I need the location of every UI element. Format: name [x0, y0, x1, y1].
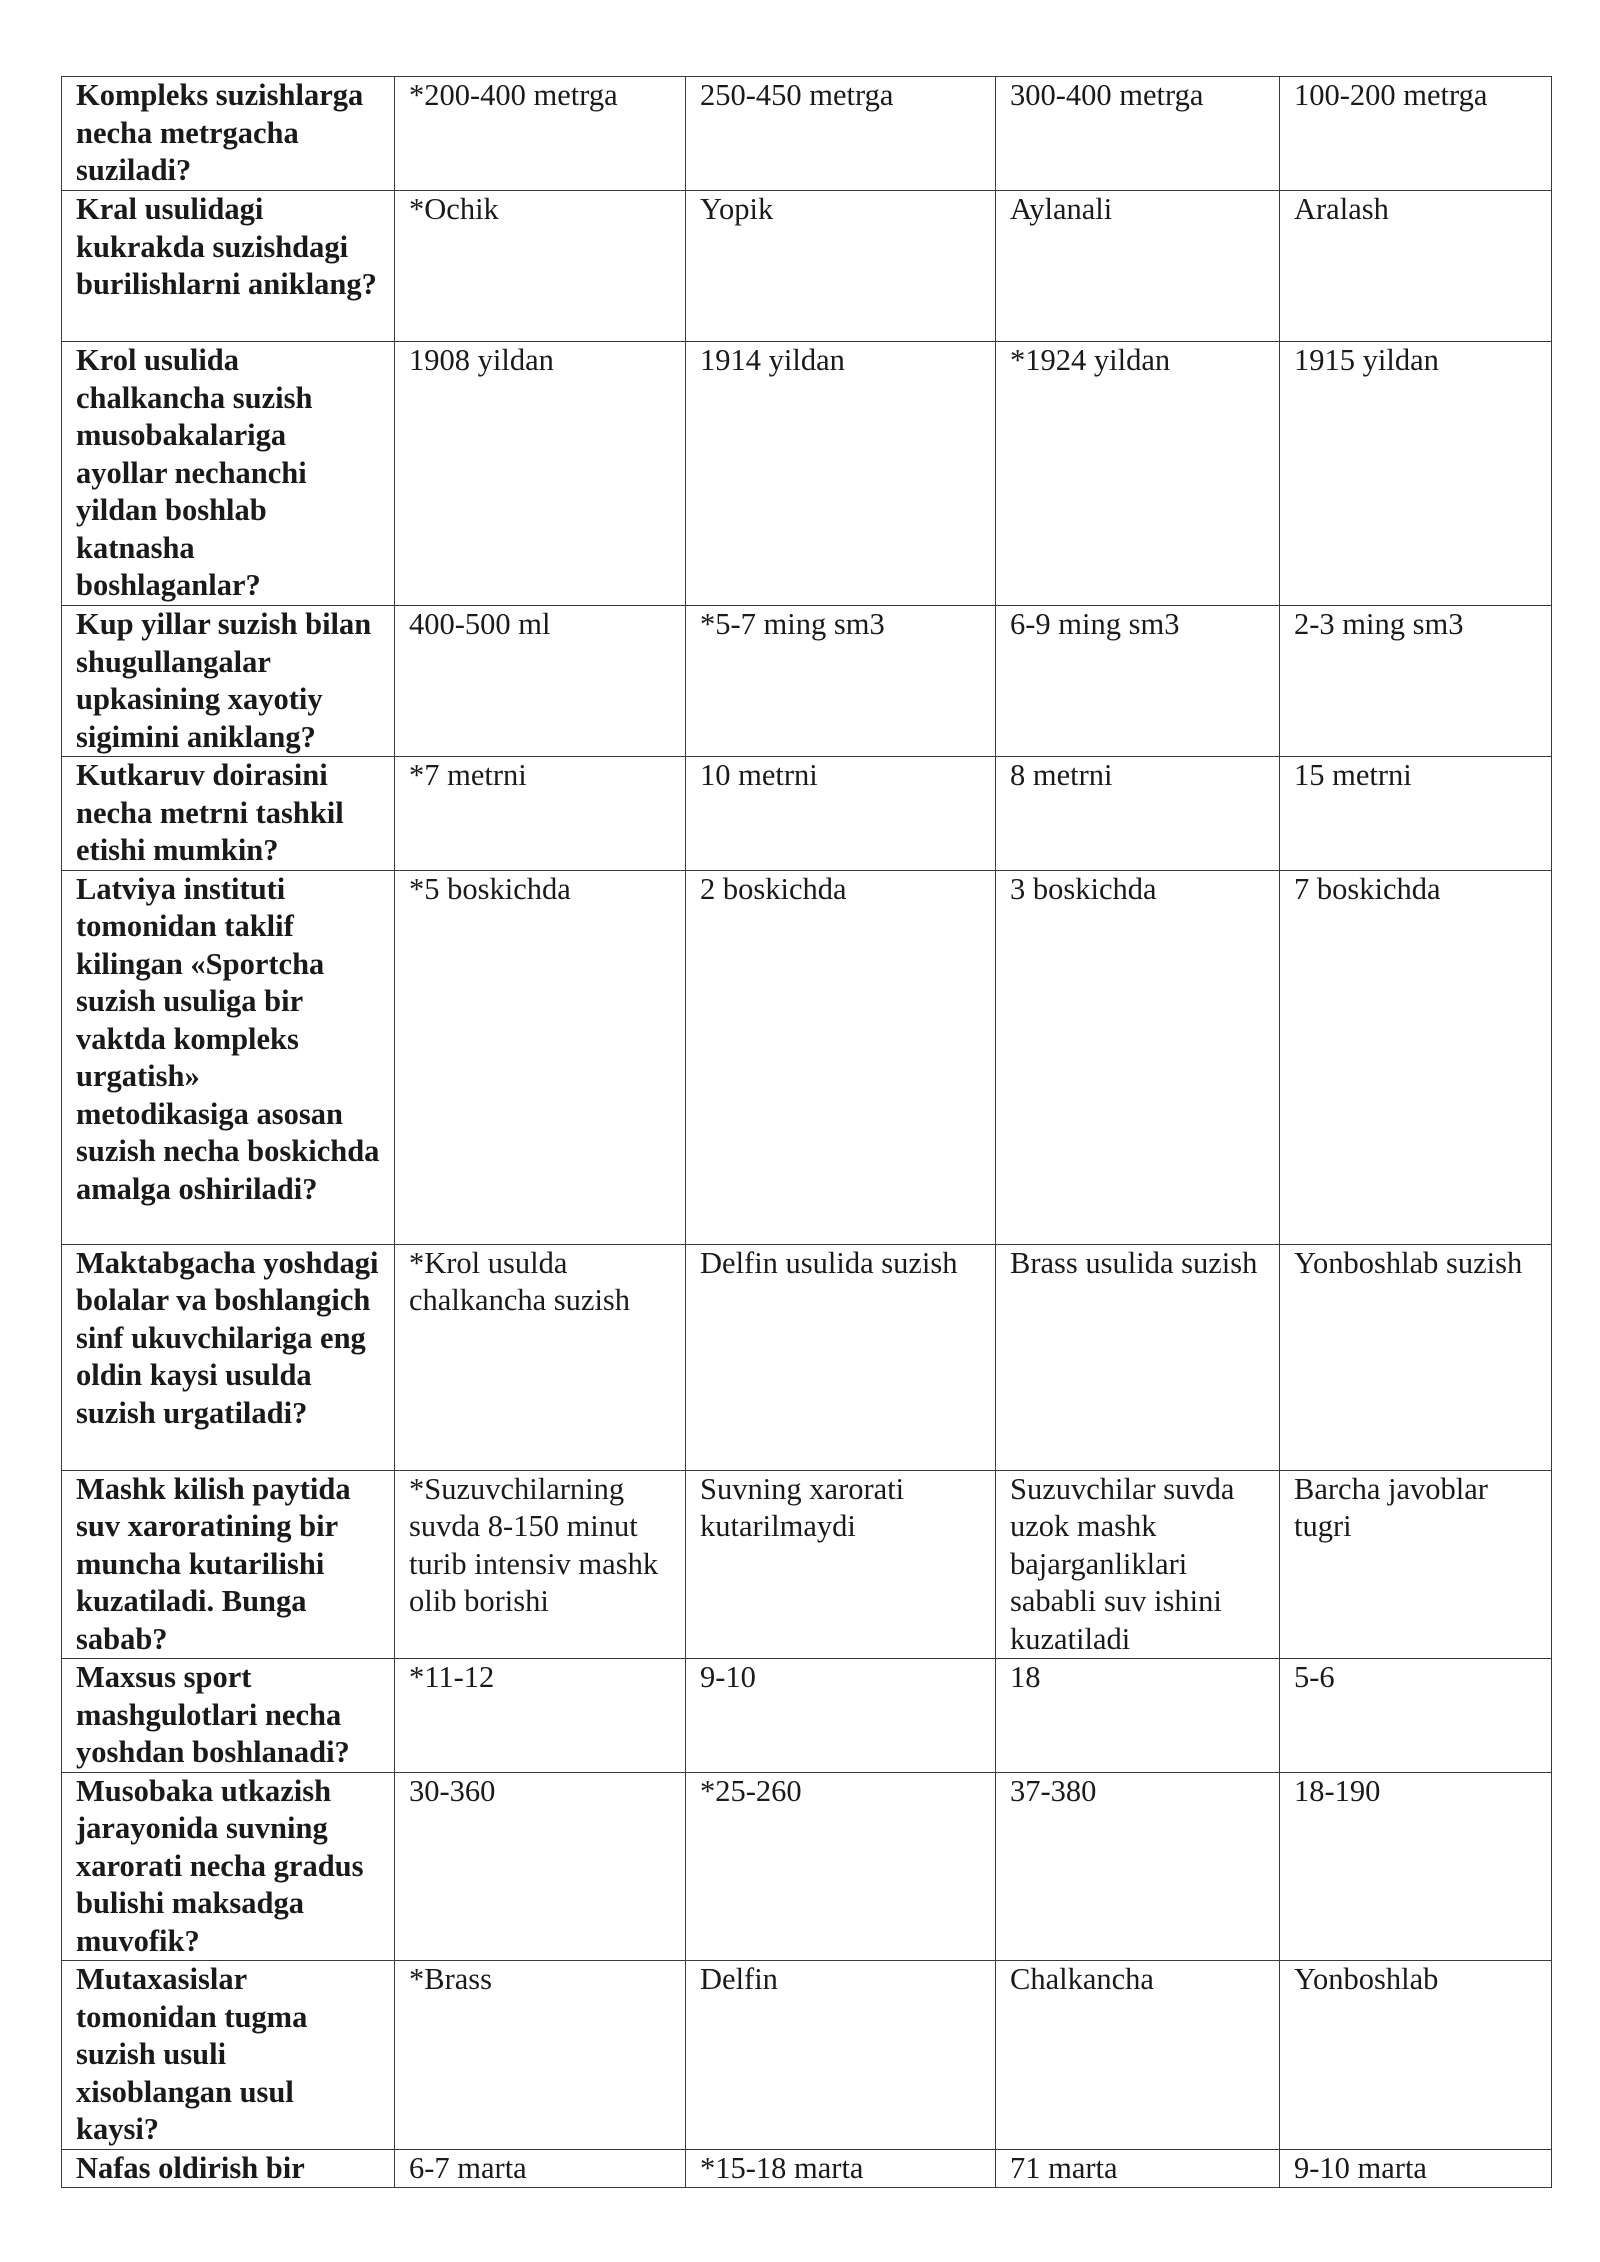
option-cell: Suzuvchilar suvda uzok mashk bajarganliklari sababli suv ishini kuzatiladi	[996, 1470, 1280, 1659]
question-cell: Mutaxasislar tomonidan tugma suzish usuli xisoblangan usul kaysi?	[62, 1961, 395, 2150]
option-cell: 8 metrni	[996, 757, 1280, 871]
question-cell: Krol usulida chalkancha suzish musobakalariga ayollar nechanchi yildan boshlab katnasha boshlaganlar?	[62, 342, 395, 606]
option-cell: Delfin	[686, 1961, 996, 2150]
table-row	[62, 1470, 1552, 1659]
option-cell: 1915 yildan	[1280, 342, 1552, 606]
question-cell: Maktabgacha yoshdagi bolalar va boshlangich sinf ukuvchilariga eng oldin kaysi usulda suzish urgatiladi?	[62, 1244, 395, 1470]
option-cell: 2 boskichda	[686, 870, 996, 1244]
option-cell: Brass usulida suzish	[996, 1244, 1280, 1470]
option-cell: 1914 yildan	[686, 342, 996, 606]
table-row	[62, 1659, 1552, 1773]
option-cell: 30-360	[395, 1772, 686, 1961]
option-cell: Chalkancha	[996, 1961, 1280, 2150]
question-cell: Kutkaruv doirasini necha metrni tashkil etishi mumkin?	[62, 757, 395, 871]
option-cell: *7 metrni	[395, 757, 686, 871]
table-row	[62, 757, 1552, 871]
option-cell: *Brass	[395, 1961, 686, 2150]
table-row	[62, 870, 1552, 1244]
option-cell: 37-380	[996, 1772, 1280, 1961]
option-cell: 300-400 metrga	[996, 77, 1280, 191]
option-cell: 18-190	[1280, 1772, 1552, 1961]
option-cell: 3 boskichda	[996, 870, 1280, 1244]
option-cell: *5-7 ming sm3	[686, 606, 996, 757]
question-cell: Kral usulidagi kukrakda suzishdagi burilishlarni aniklang?	[62, 191, 395, 342]
table-row	[62, 1772, 1552, 1961]
option-cell: 71 marta	[996, 2149, 1280, 2188]
option-cell: 10 metrni	[686, 757, 996, 871]
option-cell: *Suzuvchilarning suvda 8-150 minut turib intensiv mashk olib borishi	[395, 1470, 686, 1659]
option-cell: 15 metrni	[1280, 757, 1552, 871]
option-cell: 7 boskichda	[1280, 870, 1552, 1244]
question-cell: Maxsus sport mashgulotlari necha yoshdan boshlanadi?	[62, 1659, 395, 1773]
option-cell: 18	[996, 1659, 1280, 1773]
option-cell: Yonboshlab	[1280, 1961, 1552, 2150]
option-cell: 6-9 ming sm3	[996, 606, 1280, 757]
option-cell: 2-3 ming sm3	[1280, 606, 1552, 757]
option-cell: *25-260	[686, 1772, 996, 1961]
option-cell: 6-7 marta	[395, 2149, 686, 2188]
option-cell: 9-10	[686, 1659, 996, 1773]
table-row	[62, 1244, 1552, 1470]
table-row	[62, 1961, 1552, 2150]
question-cell: Kompleks suzishlarga necha metrgacha suziladi?	[62, 77, 395, 191]
option-cell: *Krol usulda chalkancha suzish	[395, 1244, 686, 1470]
question-cell: Latviya instituti tomonidan taklif kilingan «Sportcha suzish usuliga bir vaktda kompleks urgatish» metodikasiga asosan suzish necha boskichda amalga oshiriladi?	[62, 870, 395, 1244]
option-cell: 100-200 metrga	[1280, 77, 1552, 191]
option-cell: Yopik	[686, 191, 996, 342]
table-row	[62, 77, 1552, 191]
question-cell: Musobaka utkazish jarayonida suvning xarorati necha gradus bulishi maksadga muvofik?	[62, 1772, 395, 1961]
option-cell: *11-12	[395, 1659, 686, 1773]
option-cell: 400-500 ml	[395, 606, 686, 757]
option-cell: *15-18 marta	[686, 2149, 996, 2188]
option-cell: 250-450 metrga	[686, 77, 996, 191]
option-cell: 1908 yildan	[395, 342, 686, 606]
table-row	[62, 2149, 1552, 2188]
option-cell: *5 boskichda	[395, 870, 686, 1244]
option-cell: Barcha javoblar tugri	[1280, 1470, 1552, 1659]
option-cell: 5-6	[1280, 1659, 1552, 1773]
option-cell: *1924 yildan	[996, 342, 1280, 606]
question-cell: Nafas oldirish bir	[62, 2149, 395, 2188]
option-cell: *Ochik	[395, 191, 686, 342]
question-cell: Mashk kilish paytida suv xaroratining bir muncha kutarilishi kuzatiladi. Bunga sabab?	[62, 1470, 395, 1659]
table-row	[62, 191, 1552, 342]
table-row	[62, 606, 1552, 757]
option-cell: Aralash	[1280, 191, 1552, 342]
quiz-table	[61, 76, 1552, 2188]
option-cell: 9-10 marta	[1280, 2149, 1552, 2188]
table-row	[62, 342, 1552, 606]
question-cell: Kup yillar suzish bilan shugullangalar upkasining xayotiy sigimini aniklang?	[62, 606, 395, 757]
option-cell: Yonboshlab suzish	[1280, 1244, 1552, 1470]
document-page	[61, 76, 1551, 2188]
option-cell: Aylanali	[996, 191, 1280, 342]
option-cell: Delfin usulida suzish	[686, 1244, 996, 1470]
option-cell: *200-400 metrga	[395, 77, 686, 191]
option-cell: Suvning xarorati kutarilmaydi	[686, 1470, 996, 1659]
